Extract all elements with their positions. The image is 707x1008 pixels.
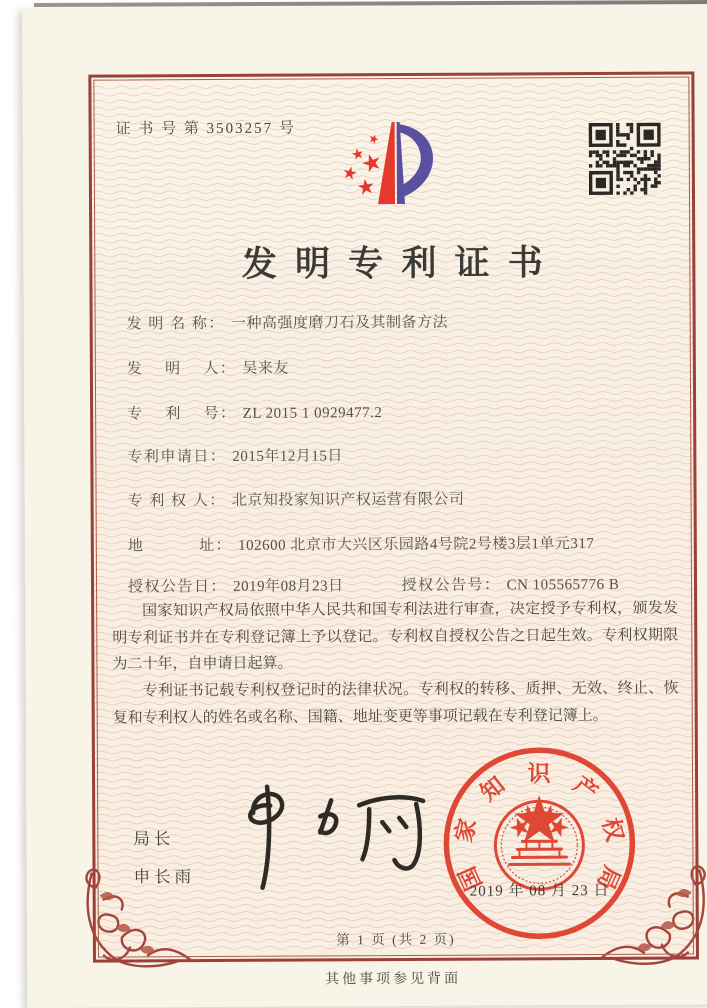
legal-paragraph-2: 专利证书记载专利权登记时的法律状况。专利权的转移、质押、无效、终止、恢复和专利权人的姓名或名称、国籍、地址变更等事项记载在专利登记簿上。 — [112, 680, 679, 727]
field-label: 专 利 权 人： — [127, 492, 226, 510]
official-seal — [439, 743, 640, 944]
legal-paragraph-1: 国家知识产权局依照中华人民共和国专利法进行审查，决定授予专利权，颁发发明专利证书并在专利登记簿上予以登记。专利权自授权公告之日起生效。专利权期限为二十年，自申请日起算。 — [112, 600, 679, 673]
field-value: 102600 北京市大兴区乐园路4号院2号楼3层1单元317 — [238, 536, 595, 554]
certificate-frame — [88, 71, 699, 962]
svg-text:权: 权 — [597, 815, 628, 844]
svg-text:产: 产 — [568, 771, 603, 806]
director-title: 局长 — [133, 829, 175, 849]
field-label: 授权公告号： — [401, 577, 501, 595]
svg-text:国: 国 — [454, 862, 487, 895]
field-row-invention-title — [127, 311, 448, 334]
field-row-filing-date — [127, 444, 343, 466]
certificate-content — [91, 74, 696, 959]
svg-text:知: 知 — [475, 772, 510, 806]
field-label: 授权公告日： — [127, 578, 228, 596]
field-value: 一种高强度磨刀石及其制备方法 — [230, 314, 448, 332]
cnipa-logo-icon — [304, 106, 485, 235]
field-label: 专利申请日： — [127, 448, 227, 466]
field-value: 吴来友 — [242, 360, 289, 377]
field-row-inventor — [127, 357, 289, 379]
logo-p-bowl — [398, 124, 434, 197]
field-row-grant — [128, 573, 619, 597]
field-row-patent-number — [127, 401, 382, 423]
field-value: 2019年08月23日 — [233, 578, 344, 595]
certificate-title: 发明专利证书 — [241, 243, 562, 284]
svg-text:识: 识 — [527, 761, 551, 787]
field-row-address — [128, 532, 595, 555]
field-value: ZL 2015 1 0929477.2 — [242, 405, 383, 422]
director-name: 申长雨 — [133, 867, 196, 887]
field-label: 地 址： — [127, 537, 233, 555]
svg-text:家: 家 — [451, 816, 481, 845]
certificate-paper — [22, 4, 707, 1008]
field-row-patentee — [128, 488, 465, 511]
back-note: 其他事项参见背面 — [325, 971, 462, 988]
seal-national-emblem — [495, 801, 583, 889]
svg-text:局: 局 — [592, 862, 625, 894]
page-number: 第 1 页 (共 2 页) — [336, 931, 456, 948]
field-label: 发 明 名 称： — [126, 315, 225, 333]
qr-code — [589, 123, 661, 195]
field-value: CN 105565776 B — [506, 576, 620, 594]
logo-stars — [342, 133, 383, 195]
logo-wedge — [378, 122, 395, 204]
certificate-number: 证 书 号 第 3503257 号 — [115, 120, 296, 138]
seal-date: 2019 年 08 月 23 日 — [469, 882, 610, 900]
field-value: 北京知投家知识产权运营有限公司 — [231, 491, 465, 509]
field-label: 发 明 人： — [126, 360, 237, 378]
director-signature-icon — [223, 774, 439, 895]
field-label: 专 利 号： — [127, 405, 237, 423]
field-value: 2015年12月15日 — [232, 448, 343, 465]
legal-text — [112, 596, 679, 732]
